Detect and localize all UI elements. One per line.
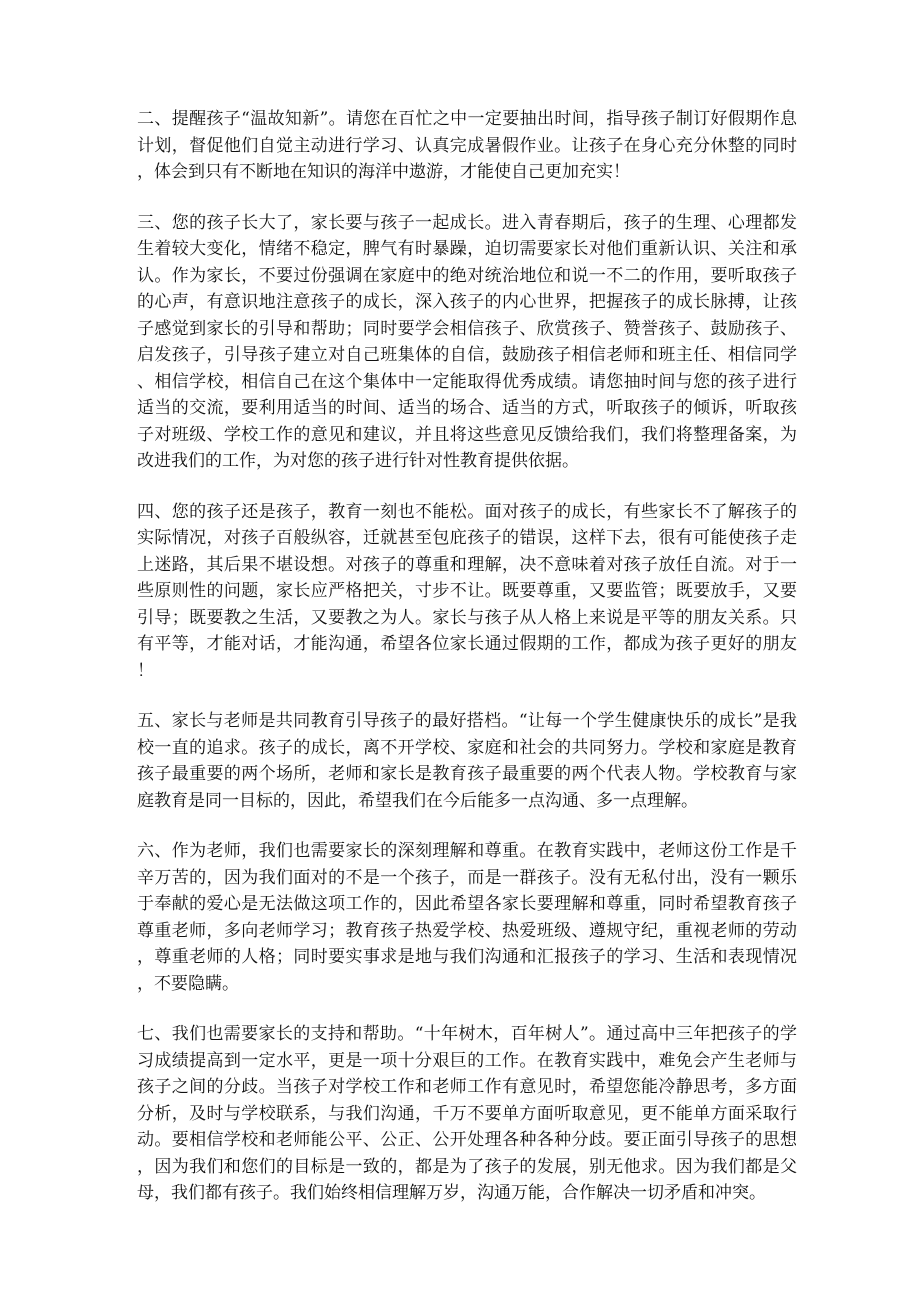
paragraph-6-respect-teachers: 六、作为老师，我们也需要家长的深刻理解和尊重。在教育实践中，老师这份工作是千辛万苦的，因为我们面对的不是一个孩子，而是一群孩子。没有无私付出，没有一颗乐于奉献的爱心是无法做这项工作的，因此希望各家长要理解和尊重，同时希望教育孩子尊重老师，多向老师学习；教育孩子热爱学校、热爱班级、遵规守纪，重视老师的劳动，尊重老师的人格；同时要实事求是地与我们沟通和汇报孩子的学习、生活和表现情况，不要隐瞒。 bbox=[137, 841, 797, 994]
paragraph-7-support: 七、我们也需要家长的支持和帮助。“十年树木，百年树人”。通过高中三年把孩子的学习成绩提高到一定水平，更是一项十分艰巨的工作。在教育实践中，难免会产生老师与孩子之间的分歧。当孩子对学校工作和老师工作有意见时，希望您能冷静思考，多方面分析，及时与学校联系，与我们沟通，千万不要单方面听取意见，更不能单方面采取行动。要相信学校和老师能公平、公正、公开处理各种各种分歧。要正面引导孩子的思想，因为我们和您们的目标是一致的，都是为了孩子的发展，别无他求。因为我们都是父母，我们都有孩子。我们始终相信理解万岁，沟通万能，合作解决一切矛盾和冲突。 bbox=[137, 1024, 797, 1203]
document-body bbox=[137, 106, 797, 1231]
paragraph-5-partners: 五、家长与老师是共同教育引导孩子的最好搭档。“让每一个学生健康快乐的成长”是我校一直的追求。孩子的成长，离不开学校、家庭和社会的共同努力。学校和家庭是教育孩子最重要的两个场所，老师和家长是教育孩子最重要的两个代表人物。学校教育与家庭教育是同一目标的，因此，希望我们在今后能多一点沟通、多一点理解。 bbox=[137, 711, 797, 811]
paragraph-3-grow-together: 三、您的孩子长大了，家长要与孩子一起成长。进入青春期后，孩子的生理、心理都发生着较大变化，情绪不稳定，脾气有时暴躁，迫切需要家长对他们重新认识、关注和承认。作为家长，不要过份强调在家庭中的绝对统治地位和说一不二的作用，要听取孩子的心声，有意识地注意孩子的成长，深入孩子的内心世界，把握孩子的成长脉搏，让孩子感觉到家长的引导和帮助；同时要学会相信孩子、欣赏孩子、赞誉孩子、鼓励孩子、启发孩子，引导孩子建立对自己班集体的自信，鼓励孩子相信老师和班主任、相信同学、相信学校，相信自己在这个集体中一定能取得优秀成绩。请您抽时间与您的孩子进行适当的交流，要利用适当的时间、适当的场合、适当的方式，听取孩子的倾诉，听取孩子对班级、学校工作的意见和建议，并且将这些意见反馈给我们，我们将整理备案，为改进我们的工作，为对您的孩子进行针对性教育提供依据。 bbox=[137, 212, 797, 471]
paragraph-2-reminder: 二、提醒孩子“温故知新”。请您在百忙之中一定要抽出时间，指导孩子制订好假期作息计划，督促他们自觉主动进行学习、认真完成暑假作业。让孩子在身心充分休整的同时，体会到只有不断地在知识的海洋中遨游，才能使自己更加充实！ bbox=[137, 109, 797, 182]
paragraph-4-still-children: 四、您的孩子还是孩子，教育一刻也不能松。面对孩子的成长，有些家长不了解孩子的实际情况，对孩子百般纵容，迁就甚至包庇孩子的错误，这样下去，很有可能使孩子走上迷路，其后果不堪设想。对孩子的尊重和理解，决不意味着对孩子放任自流。对于一些原则性的问题，家长应严格把关，寸步不让。既要尊重，又要监管；既要放手，又要引导；既要教之生活，又要教之为人。家长与孩子从人格上来说是平等的朋友关系。只有平等，才能对话，才能沟通，希望各位家长通过假期的工作，都成为孩子更好的朋友！ bbox=[137, 501, 797, 681]
